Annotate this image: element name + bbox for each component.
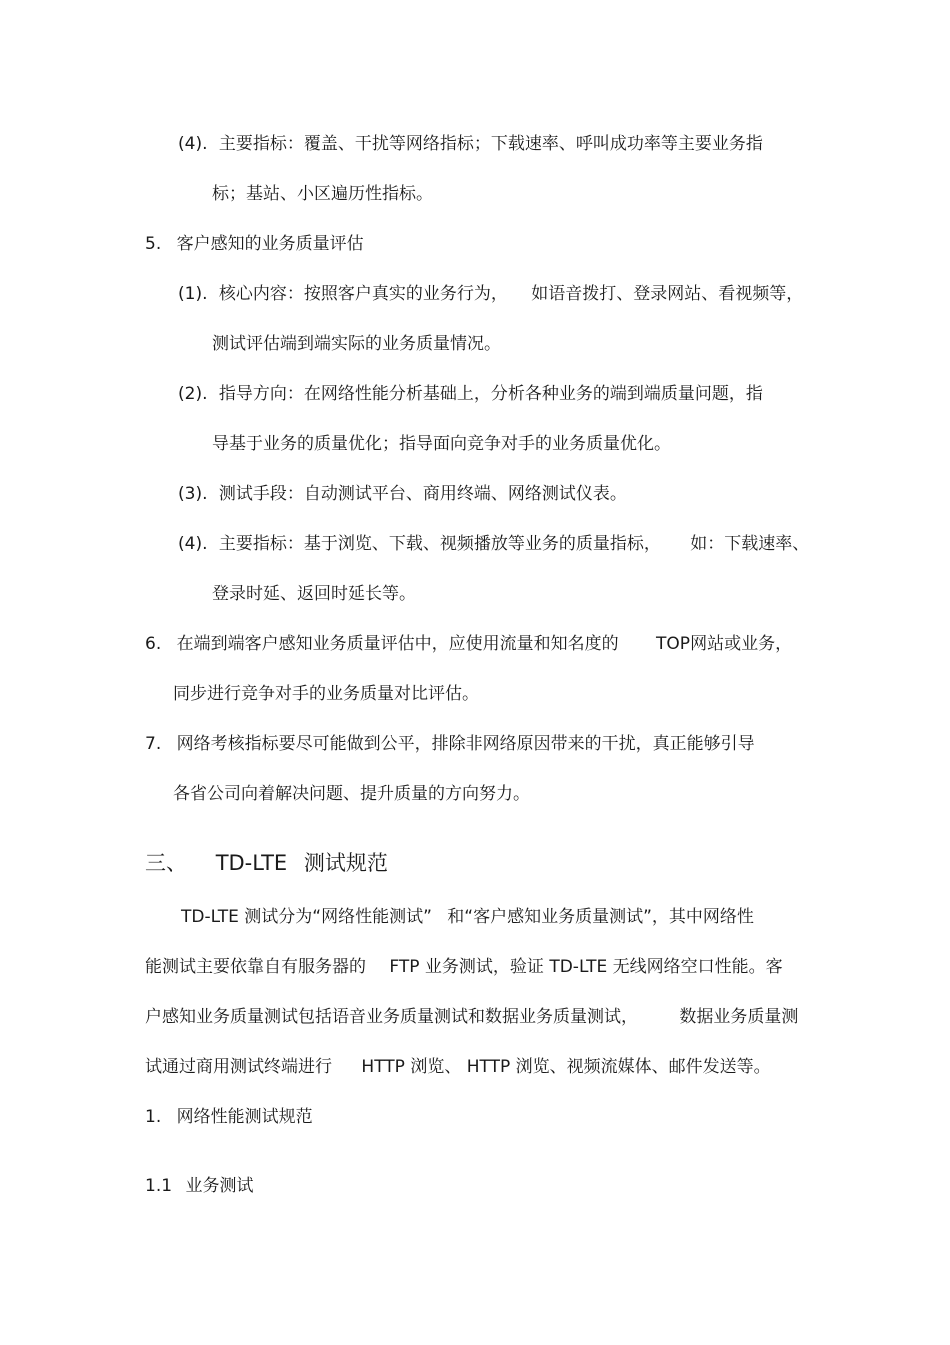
list-text: 网络考核指标要尽可能做到公平，排除非网络原因带来的干扰，真正能够引导 [176, 734, 755, 754]
list-text: TOP网站或业务， [656, 634, 793, 654]
list-text: 核心内容：按照客户真实的业务行为， [218, 284, 508, 304]
paragraph-text: HTTP 浏览、 HTTP 浏览、视频流媒体、邮件发送等。 [361, 1057, 771, 1077]
section-heading [145, 849, 388, 877]
list-text: 主要指标：基于浏览、下载、视频播放等业务的质量指标， [218, 534, 661, 554]
list-item-sub4b-line2: 登录时延、返回时延长等。 [212, 584, 416, 604]
list-item-sub2-line2: 导基于业务的质量优化；指导面向竞争对手的业务质量优化。 [212, 434, 671, 454]
list-text: 主要指标：覆盖、干扰等网络指标；下载速率、呼叫成功率等主要业务指 [218, 134, 763, 154]
paragraph-text: 试通过商用测试终端进行 [145, 1057, 332, 1077]
list-text: 在端到端客户感知业务质量评估中，应使用流量和知名度的 [176, 634, 619, 654]
list-text: 指导方向：在网络性能分析基础上，分析各种业务的端到端质量问题，指 [218, 384, 763, 404]
list-item-sub3-line1 [178, 483, 627, 505]
list-number: 5. [145, 234, 162, 254]
section-title-b: 测试规范 [303, 851, 388, 875]
paragraph-line-3 [145, 1006, 798, 1028]
list-item-sub1-line2: 测试评估端到端实际的业务质量情况。 [212, 334, 501, 354]
subsection-title: 业务测试 [185, 1176, 254, 1196]
section-title-a: TD-LTE [215, 851, 288, 875]
paragraph-text: 户感知业务质量测试包括语音业务质量测试和数据业务质量测试， [145, 1007, 638, 1027]
list-number: (4). [178, 534, 208, 554]
paragraph-line-1 [181, 906, 754, 928]
list-item-sub4a-line1 [178, 133, 763, 155]
list-number: (3). [178, 484, 208, 504]
list-number: 7. [145, 734, 162, 754]
list-item-sub4a-line2: 标；基站、小区遍历性指标。 [212, 184, 433, 204]
list-number: (2). [178, 384, 208, 404]
list-text: 客户感知的业务质量评估 [176, 234, 364, 254]
list-item-sub2-line1 [178, 383, 763, 405]
paragraph-line-2 [145, 956, 783, 978]
subsection-heading-1 [145, 1106, 313, 1128]
list-item-6-line1 [145, 633, 792, 655]
list-item-7-line2: 各省公司向着解决问题、提升质量的方向努力。 [173, 784, 530, 804]
list-item-sub4b-line1 [178, 533, 809, 555]
subsection-heading-1-1 [145, 1175, 253, 1197]
paragraph-line-4 [145, 1056, 771, 1078]
paragraph-text: FTP 业务测试，验证 TD-LTE 无线网络空口性能。客 [389, 957, 783, 977]
list-item-5 [145, 233, 364, 255]
list-item-7-line1 [145, 733, 755, 755]
subsection-number: 1.1 [145, 1176, 173, 1196]
paragraph-text: 能测试主要依靠自有服务器的 [145, 957, 366, 977]
paragraph-text: 和“客户感知业务质量测试”，其中网络性 [447, 907, 754, 927]
paragraph-text: 数据业务质量测 [679, 1007, 799, 1027]
list-number: 6. [145, 634, 162, 654]
subsection-number: 1. [145, 1107, 162, 1127]
list-item-sub1-line1 [178, 283, 803, 305]
paragraph-text: TD-LTE 测试分为“网络性能测试” [181, 907, 432, 927]
list-text: 测试手段：自动测试平台、商用终端、网络测试仪表。 [218, 484, 627, 504]
subsection-title: 网络性能测试规范 [176, 1107, 313, 1127]
section-number: 三、 [145, 851, 187, 875]
list-text: 如：下载速率、 [690, 534, 810, 554]
list-item-6-line2: 同步进行竞争对手的业务质量对比评估。 [173, 684, 479, 704]
list-text: 如语音拨打、登录网站、看视频等， [531, 284, 804, 304]
list-number: (4). [178, 134, 208, 154]
list-number: (1). [178, 284, 208, 304]
